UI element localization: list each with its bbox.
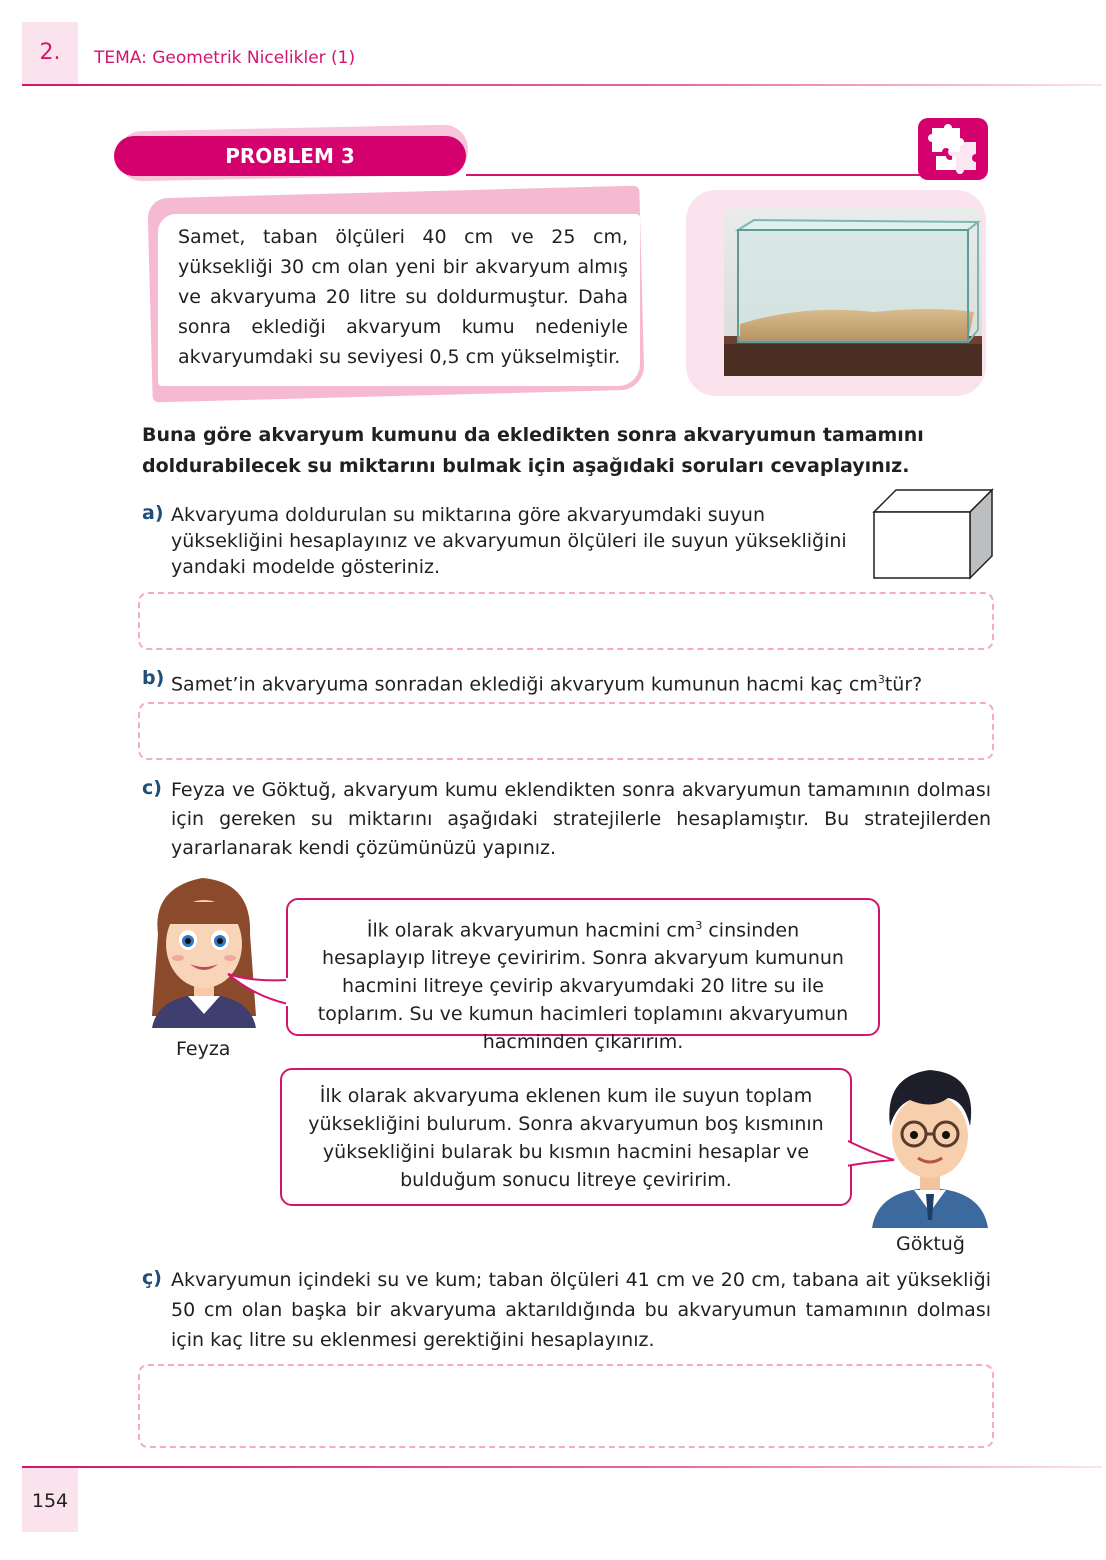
- header-divider: [22, 84, 1102, 86]
- problem-title: PROBLEM 3: [225, 144, 355, 168]
- question-b-text-end: tür?: [884, 673, 923, 696]
- footer-divider: [22, 1466, 1102, 1468]
- banner-divider: [466, 174, 922, 176]
- feyza-bubble-tail: [226, 970, 290, 1014]
- question-b-letter: b): [142, 667, 165, 689]
- answer-area-b[interactable]: [138, 702, 994, 760]
- problem-banner: [114, 136, 466, 176]
- answer-area-a[interactable]: [138, 592, 994, 650]
- question-b-text: [171, 667, 971, 697]
- question-c-text: Feyza ve Göktuğ, akvaryum kumu eklendikten sonra akvaryumun tamamının dolması için gereken su miktarını aşağıdaki stratejilerle hesaplamıştır. Bu stratejilerden yararlanarak kendi çözümünüzü yapınız.: [171, 779, 991, 859]
- theme-title: TEMA: Geometrik Nicelikler (1): [94, 48, 356, 68]
- page-number: 154: [31, 1490, 69, 1512]
- goktug-avatar: [868, 1060, 992, 1228]
- scenario-text: Samet, taban ölçüleri 40 cm ve 25 cm, yüksekliği 30 cm olan yeni bir akvaryum almış ve akvaryuma 20 litre su doldurmuştur. Daha sonra eklediği akvaryum kumu nedeniyle akvaryumdaki su seviyesi 0,5 cm yükselmiştir.: [178, 226, 628, 368]
- superscript: 3: [695, 919, 703, 932]
- instruction-prompt: Buna göre akvaryum kumunu da ekledikten sonra akvaryumun tamamını doldurabilecek su miktarını bulmak için aşağıdaki soruları cevaplayınız.: [142, 424, 924, 477]
- feyza-speech-rest: cinsinden hesaplayıp litreye çeviririm. Sonra akvaryum kumunun hacmini litreye çevirip akvaryumdaki 20 litre su ile toplarım. Su ve kumun hacimleri toplamını akvaryumun hacminden çıkarırım.: [317, 919, 849, 1054]
- chapter-number: 2.: [39, 40, 61, 65]
- feyza-speech-start: İlk olarak akvaryumun hacmini cm: [366, 919, 696, 942]
- puzzle-icon: [918, 118, 988, 180]
- question-a-text: Akvaryuma doldurulan su miktarına göre akvaryumdaki suyun yüksekliğini hesaplayınız ve akvaryumun ölçüleri ile suyun yüksekliğini yandaki modelde gösteriniz.: [171, 504, 847, 578]
- superscript: 3: [877, 673, 885, 686]
- goktug-speech: İlk olarak akvaryuma eklenen kum ile suyun toplam yüksekliğini bulurum. Sonra akvaryumun boş kısmının yüksekliğini bularak bu kısmın hacmini hesaplar ve bulduğum sonucu litreye çeviririm.: [308, 1085, 824, 1191]
- feyza-name: Feyza: [176, 1038, 231, 1060]
- aquarium-image: [724, 208, 982, 376]
- question-cc-letter: ç): [142, 1267, 162, 1289]
- question-c-letter: c): [142, 777, 162, 799]
- goktug-name: Göktuğ: [896, 1233, 965, 1255]
- feyza-speech: [288, 900, 878, 1056]
- feyza-speech-bubble: [286, 898, 880, 1054]
- prism-model: [872, 488, 994, 582]
- goktug-speech-bubble: [280, 1068, 852, 1206]
- question-b-text-main: Samet’in akvaryuma sonradan eklediği akvaryum kumunun hacmi kaç cm: [171, 673, 878, 696]
- question-cc-text: Akvaryumun içindeki su ve kum; taban ölçüleri 41 cm ve 20 cm, tabana ait yüksekliği 50 cm olan başka bir akvaryuma aktarıldığında bu akvaryumun tamamının dolması için kaç litre su eklenmesi gerektiğini hesaplayınız.: [171, 1269, 991, 1351]
- question-a-letter: a): [142, 502, 164, 524]
- answer-area-cc[interactable]: [138, 1364, 994, 1448]
